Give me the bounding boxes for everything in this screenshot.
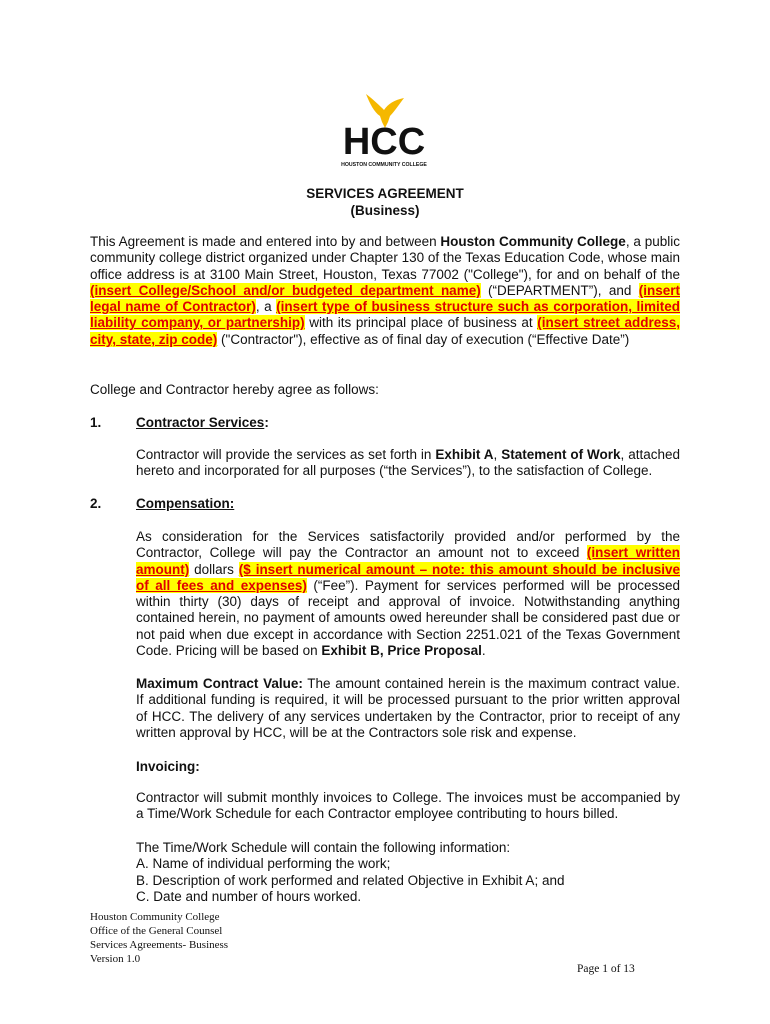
section-2-text: As consideration for the Services satisfactorily provided and/or performed by the Contractor, College will pay the Contractor an amount not to exceed (insert written amount) dollars ($ insert numerical amount – note: this amount should be inclusive of all fees and expenses) (“Fee”). Payment for services performed will be processed within thirty (30) days of receipt and approval of invoice. Notwithstanding anything contained herein, no payment of amounts owed hereunder shall be considered past due or not paid when due except in accordance with Section 2251.021 of the Texas Government Code. Pricing will be based on Exhibit B, Price Proposal. <box>136 529 681 659</box>
section-1-text: Contractor will provide the services as set forth in Exhibit A, Statement of Work, attached hereto and incorporated for all purposes (“the Services”), to the satisfaction of College. <box>136 447 680 479</box>
list-item: B. Description of work performed and related Objective in Exhibit A; and <box>136 872 565 888</box>
document-subtitle: (Business) <box>350 203 420 218</box>
placeholder-business-structure[interactable]: (insert type of business structure such as corporation, limited liability company, or partnership) <box>90 299 680 331</box>
page-number: Page 1 of 13 <box>577 963 635 975</box>
placeholder-numerical-amount[interactable]: ($ insert numerical amount – note: this amount should be inclusive of all fees and expenses) <box>136 561 680 593</box>
invoicing-heading: Invoicing: <box>136 759 200 774</box>
agree-line: College and Contractor hereby agree as follows: <box>90 382 379 397</box>
bird-icon <box>366 94 404 122</box>
footer: Houston Community College Office of the General Counsel Services Agreements- Business Version 1.0 <box>90 911 229 965</box>
list-item: A. Name of individual performing the work; <box>136 856 391 872</box>
schedule-list: The Time/Work Schedule will contain the following information: A. Name of individual performing the work; B. Description of work performed and related Objective in Exhibit A; and C. Date and number of hours worked. <box>136 840 680 905</box>
max-contract-value: Maximum Contract Value: The amount contained herein is the maximum contract value. If additional funding is required, it will be processed pursuant to the prior written approval of HCC. The delivery of any services undertaken by the Contractor, prior to receipt of any written approval by HCC, will be at the Contractors sole risk and expense. <box>136 676 680 740</box>
placeholder-contractor-name[interactable]: (insert legal name of Contractor) <box>90 282 680 315</box>
section-2-heading: Compensation: <box>136 496 235 511</box>
logo-subtext: HOUSTON COMMUNITY COLLEGE <box>341 162 427 168</box>
section-1-number: 1. <box>90 415 102 430</box>
placeholder-address[interactable]: (insert street address, city, state, zip code) <box>90 315 680 347</box>
invoicing-text: Contractor will submit monthly invoices to College. The invoices must be accompanied by a Time/Work Schedule for each Contractor employee contributing to hours billed. <box>136 790 680 822</box>
placeholder-department[interactable]: (insert College/School and/or budgeted department name) <box>90 282 481 298</box>
hcc-logo <box>328 92 440 170</box>
logo-text: HCC <box>342 121 426 163</box>
section-2-number: 2. <box>90 496 102 511</box>
intro-paragraph: This Agreement is made and entered into by and between Houston Community College, a public community college district organized under Chapter 130 of the Texas Education Code, whose main office address is at 3100 Main Street, Houston, Texas 77002 ("College"), for and on behalf of the (insert College/School and/or budgeted department name) (“DEPARTMENT”), and (insert legal name of Contractor), a (insert type of business structure such as corporation, limited liability company, or partnership) with its principal place of business at (insert street address, city, state, zip code) ("Contractor"), effective as of final day of execution (“Effective Date”) <box>90 234 680 347</box>
document-title: SERVICES AGREEMENT <box>306 186 464 201</box>
party-college: Houston Community College <box>440 234 626 249</box>
list-item: C. Date and number of hours worked. <box>136 888 362 904</box>
section-1-heading: Contractor Services: <box>136 415 269 430</box>
placeholder-written-amount[interactable]: (insert written amount) <box>136 545 680 577</box>
